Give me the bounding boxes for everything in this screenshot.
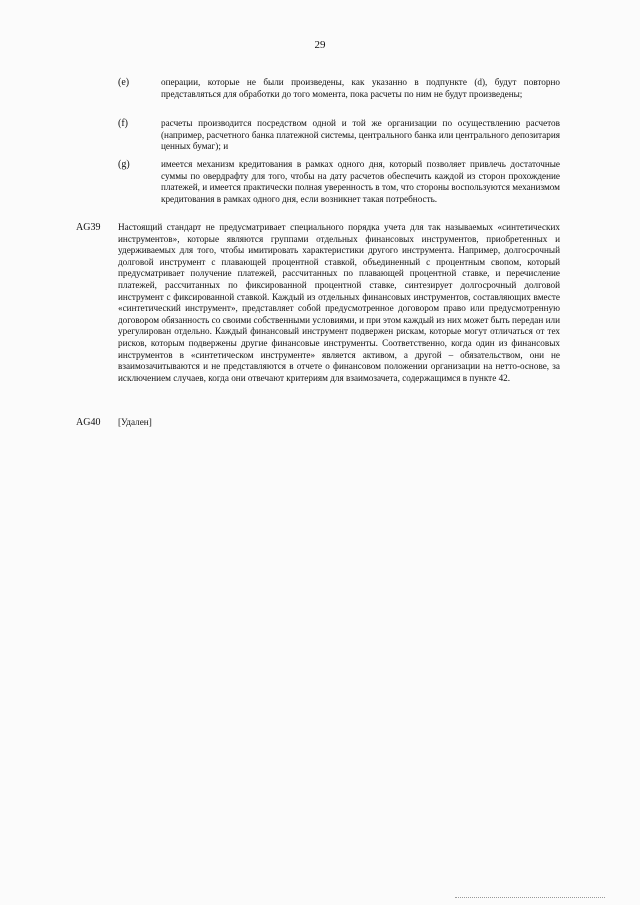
- paragraph-ag39: [76, 222, 560, 384]
- subitem-e: [118, 77, 560, 100]
- subitem-marker: (e): [118, 77, 130, 88]
- paragraph-label: AG40: [76, 417, 101, 428]
- subitem-g: [118, 159, 560, 205]
- page-number: 29: [314, 39, 326, 51]
- paragraph-text: Настоящий стандарт не предусматривает специального порядка учета для так называемых «синтетических инструментов», которые являются группами отдельных финансовых инструментов, приобретенных и удерживаемых для того, чтобы имитировать характеристики другого инструмента. Например, долгосрочный долговой инструмент с плавающей процентной ставкой, объединенный с процентным свопом, который предусматривает получение платежей, рассчитанных по плавающей процентной ставке, и перечисление платежей, рассчитанных по фиксированной процентной ставке, синтезирует долгосрочный долговой инструмент с фиксированной ставкой. Каждый из отдельных финансовых инструментов, составляющих вместе «синтетический инструмент», представляет собой предусмотренное договором право или предусмотренную договором обязанность со своими собственными условиями, и при этом каждый из них может быть передан или урегулирован отдельно. Каждый финансовый инструмент подвержен рискам, которые могут отличаться от тех рисков, которым подвержены другие финансовые инструменты. Соответственно, когда один из финансовых инструментов в «синтетическом инструменте» является активом, а другой – обязательством, они не взаимозачитываются и не представляются в отчете о финансовом положении организации на нетто-основе, за исключением случаев, когда они отвечают критериям для взаимозачета, содержащимся в пункте 42.: [118, 222, 560, 383]
- subitem-marker: (f): [118, 118, 128, 129]
- subitem-marker: (g): [118, 159, 130, 170]
- paragraph-text: [Удален]: [118, 417, 152, 427]
- paragraph-label: AG39: [76, 222, 101, 233]
- scan-artifact-dots: [455, 897, 605, 899]
- subitem-text: имеется механизм кредитования в рамках одного дня, который позволяет привлечь достаточные суммы по овердрафту для того, чтобы на дату расчетов обеспечить каждой из сторон прохождение платежей, и имеется практически полная уверенность в том, что стороны воспользуются механизмом кредитования в рамках одного дня, если возникнет такая потребность.: [161, 159, 560, 204]
- paragraph-ag40: [76, 417, 560, 429]
- subitem-f: [118, 118, 560, 153]
- subitem-text: операции, которые не были произведены, как указанно в подпункте (d), будут повторно представляться для обработки до того момента, пока расчеты по ним не будут произведены;: [161, 77, 560, 99]
- subitem-text: расчеты производится посредством одной и той же организации по осуществлению расчетов (например, расчетного банка платежной системы, центрального банка или центрального депозитария ценных бумаг); и: [161, 118, 560, 152]
